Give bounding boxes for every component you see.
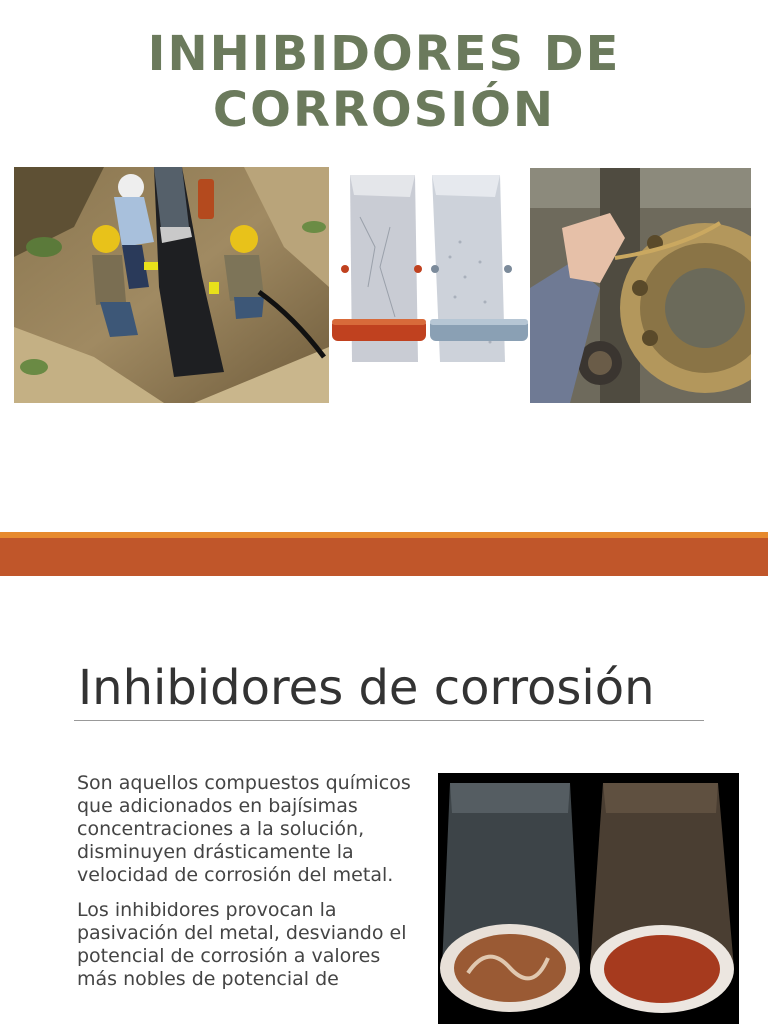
accent-band xyxy=(0,538,768,576)
photo-machinery-hand xyxy=(530,168,751,403)
photo-corrosion-comparison xyxy=(330,167,530,367)
slide-content xyxy=(0,576,768,1024)
photo-pipeline-workers xyxy=(14,167,329,403)
slide-2-body xyxy=(77,772,417,1003)
body-paragraph-1: Son aquellos compuestos químicos que adicionados en bajísimas concentraciones a la solución, disminuyen drásticamente la velocidad de corrosión del metal. xyxy=(77,772,411,886)
slide-2-title: Inhibidores de corrosión xyxy=(78,660,655,716)
slide-title-heading xyxy=(0,26,768,138)
photo-pipe-sections xyxy=(438,773,739,1024)
body-paragraph-2: Los inhibidores provocan la pasivación del metal, desviando el potencial de corrosión a valores más nobles de potencial de xyxy=(77,899,407,990)
title-line-2: CORROSIÓN xyxy=(212,82,556,138)
title-underline xyxy=(74,720,704,721)
title-line-1: INHIBIDORES DE xyxy=(147,26,621,82)
